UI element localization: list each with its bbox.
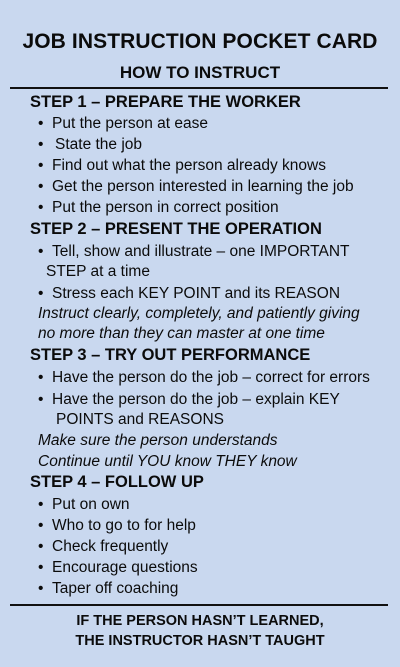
top-divider <box>10 87 388 89</box>
step1-item: Get the person interested in learning the job <box>52 178 354 195</box>
card-subtitle: HOW TO INSTRUCT <box>119 63 281 82</box>
step3-note: Make sure the person understands <box>38 432 278 449</box>
step2-item: Stress each KEY POINT and its REASON <box>52 285 341 302</box>
bullet-icon: • <box>38 285 44 302</box>
step4-item: Put on own <box>52 496 130 513</box>
step4-item: Who to go to for help <box>52 517 196 534</box>
step1-item: State the job <box>55 136 143 153</box>
bullet-icon: • <box>38 369 44 386</box>
bullet-icon: • <box>38 391 44 408</box>
step2-item-continued: STEP at a time <box>46 263 150 280</box>
step1-heading: STEP 1 – PREPARE THE WORKER <box>30 93 301 111</box>
step2-item: Tell, show and illustrate – one IMPORTANT <box>52 243 350 260</box>
step3-note: Continue until YOU know THEY know <box>38 453 297 470</box>
footer-line: IF THE PERSON HASN’T LEARNED, <box>76 613 324 629</box>
bullet-icon: • <box>38 559 44 576</box>
step1-item: Find out what the person already knows <box>52 157 326 174</box>
card-title: JOB INSTRUCTION POCKET CARD <box>22 30 378 53</box>
step2-note: Instruct clearly, completely, and patiently giving <box>38 305 360 322</box>
footer-line: THE INSTRUCTOR HASN’T TAUGHT <box>75 633 325 649</box>
step1-item: Put the person at ease <box>52 115 208 132</box>
step4-item: Check frequently <box>52 538 169 555</box>
step3-item: Have the person do the job – correct for errors <box>52 369 370 386</box>
bullet-icon: • <box>38 517 44 534</box>
step3-item-continued: POINTS and REASONS <box>56 411 224 428</box>
bottom-divider <box>10 604 388 606</box>
step4-heading: STEP 4 – FOLLOW UP <box>30 473 204 491</box>
step3-item: Have the person do the job – explain KEY <box>52 391 340 408</box>
bullet-icon: • <box>38 178 44 195</box>
bullet-icon: • <box>38 199 44 216</box>
bullet-icon: • <box>38 157 44 174</box>
bullet-icon: • <box>38 538 44 555</box>
step3-heading: STEP 3 – TRY OUT PERFORMANCE <box>30 346 311 364</box>
step1-item: Put the person in correct position <box>52 199 279 216</box>
step2-note: no more than they can master at one time <box>38 325 325 342</box>
step4-item: Encourage questions <box>52 559 198 576</box>
step2-heading: STEP 2 – PRESENT THE OPERATION <box>30 220 322 238</box>
bullet-icon: • <box>38 115 44 132</box>
bullet-icon: • <box>38 580 44 597</box>
bullet-icon: • <box>38 136 44 153</box>
bullet-icon: • <box>38 243 44 260</box>
bullet-icon: • <box>38 496 44 513</box>
step4-item: Taper off coaching <box>52 580 179 597</box>
